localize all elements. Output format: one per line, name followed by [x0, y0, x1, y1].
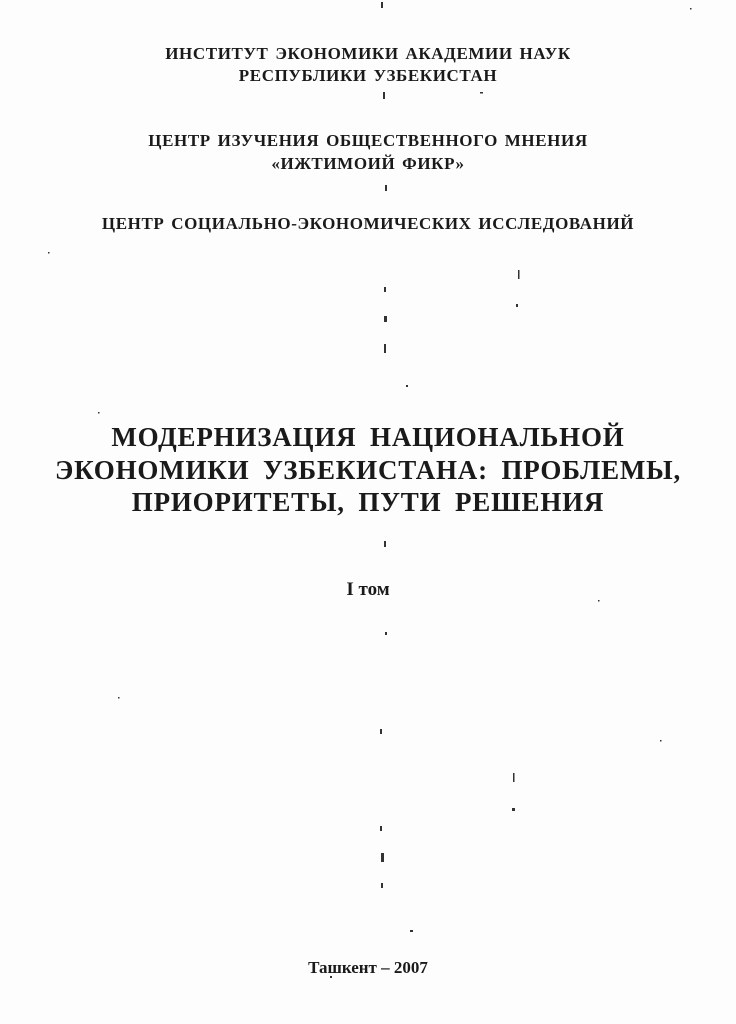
institute-name-line2: РЕСПУБЛИКИ УЗБЕКИСТАН [238, 66, 498, 85]
volume-number: I том [346, 579, 390, 600]
center-public-opinion-line2: «ИЖТИМОИЙ ФИКР» [271, 154, 465, 173]
book-title-line3: ПРИОРИТЕТЫ, ПУТИ РЕШЕНИЯ [131, 487, 605, 517]
center-public-opinion-line1: ЦЕНТР ИЗУЧЕНИЯ ОБЩЕСТВЕННОГО МНЕНИЯ [148, 131, 588, 150]
imprint-place-year: Ташкент – 2007 [308, 958, 428, 977]
institute-name-line1: ИНСТИТУТ ЭКОНОМИКИ АКАДЕМИИ НАУК [165, 44, 571, 63]
book-title-line2: ЭКОНОМИКИ УЗБЕКИСТАНА: ПРОБЛЕМЫ, [54, 455, 682, 485]
book-title-line1: МОДЕРНИЗАЦИЯ НАЦИОНАЛЬНОЙ [111, 422, 625, 452]
center-socioeconomic-research: ЦЕНТР СОЦИАЛЬНО-ЭКОНОМИЧЕСКИХ ИССЛЕДОВАНИЙ [101, 214, 635, 233]
